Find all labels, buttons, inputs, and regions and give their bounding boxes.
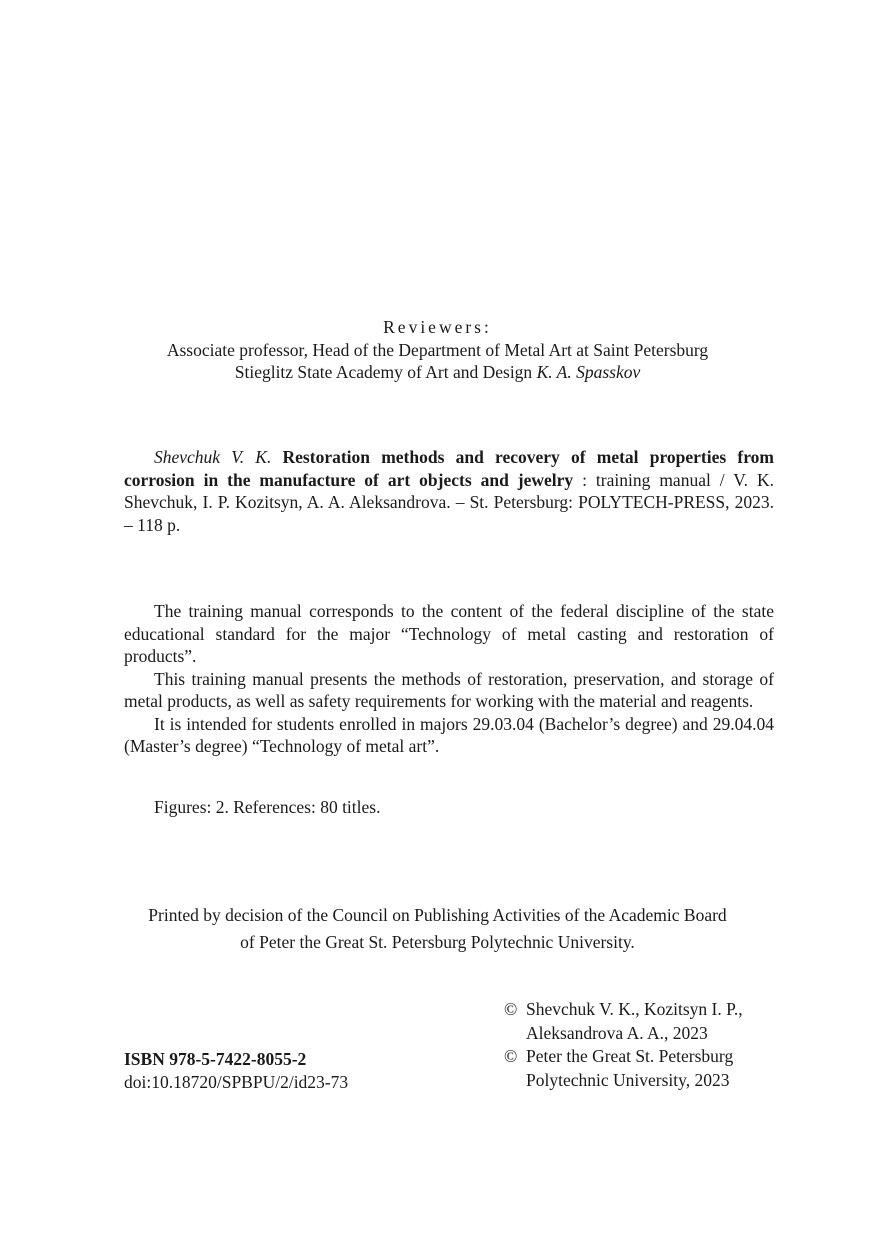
copyright-block bbox=[504, 998, 794, 1092]
publication-details: : training manual / V. K. Shevchuk, I. P. Kozitsyn, A. A. Aleksandrova. – St. Petersburg: POLYTECH-PRESS, 2023. – 118 p. bbox=[124, 469, 775, 535]
reviewer-position: Associate professor, Head of the Department of Metal Art at Saint Petersburg bbox=[166, 339, 709, 360]
isbn-block bbox=[124, 1048, 348, 1094]
copyright-authors-cont bbox=[504, 1022, 794, 1046]
reviewer-institution bbox=[0, 361, 875, 384]
annotation-paragraph: The training manual corresponds to the content of the federal discipline of the state educational standard for the major “Technology of metal casting and restoration of products”. bbox=[124, 601, 774, 666]
copyright-line: Aleksandrova A. A., 2023 bbox=[526, 1022, 708, 1043]
author-name: Shevchuk V. K. bbox=[154, 447, 272, 467]
copyright-line: Shevchuk V. K., Kozitsyn I. P., bbox=[526, 999, 743, 1019]
book-title: Restoration methods and recovery of metal properties from corrosion in the manufacture of art objects and jewelry bbox=[124, 447, 775, 490]
figures-references: Figures: 2. References: 80 titles. bbox=[154, 797, 381, 817]
copyright-university bbox=[504, 1045, 794, 1069]
bibliographic-record bbox=[124, 446, 774, 536]
printed-line: of Peter the Great St. Petersburg Polytechnic University. bbox=[240, 932, 635, 952]
printed-by-decision bbox=[0, 902, 875, 956]
isbn-number: ISBN 978-5-7422-8055-2 bbox=[124, 1049, 307, 1069]
copyright-symbol: © bbox=[504, 1046, 518, 1066]
copyright-line: Polytechnic University, 2023 bbox=[526, 1069, 730, 1090]
copyright-symbol: © bbox=[504, 999, 518, 1019]
copyright-university-cont bbox=[504, 1069, 794, 1093]
reviewers-heading: Reviewers: bbox=[383, 317, 492, 337]
printed-line: Printed by decision of the Council on Publishing Activities of the Academic Board bbox=[148, 905, 727, 925]
copyright-authors bbox=[504, 998, 794, 1022]
reviewer-institution-text: Stieglitz State Academy of Art and Design bbox=[234, 362, 533, 382]
doi: doi:10.18720/SPBPU/2/id23-73 bbox=[124, 1072, 349, 1092]
annotation-paragraph: It is intended for students enrolled in majors 29.03.04 (Bachelor’s degree) and 29.04.04 (Master’s degree) “Technology of metal art”. bbox=[124, 713, 774, 756]
copyright-line: Peter the Great St. Petersburg bbox=[526, 1046, 734, 1066]
annotation-paragraph: This training manual presents the methods of restoration, preservation, and storage of metal products, as well as safety requirements for working with the material and reagents. bbox=[124, 668, 774, 711]
reviewer-name: K. A. Spasskov bbox=[536, 362, 641, 382]
annotation bbox=[124, 600, 774, 758]
reviewers-block bbox=[0, 316, 875, 384]
